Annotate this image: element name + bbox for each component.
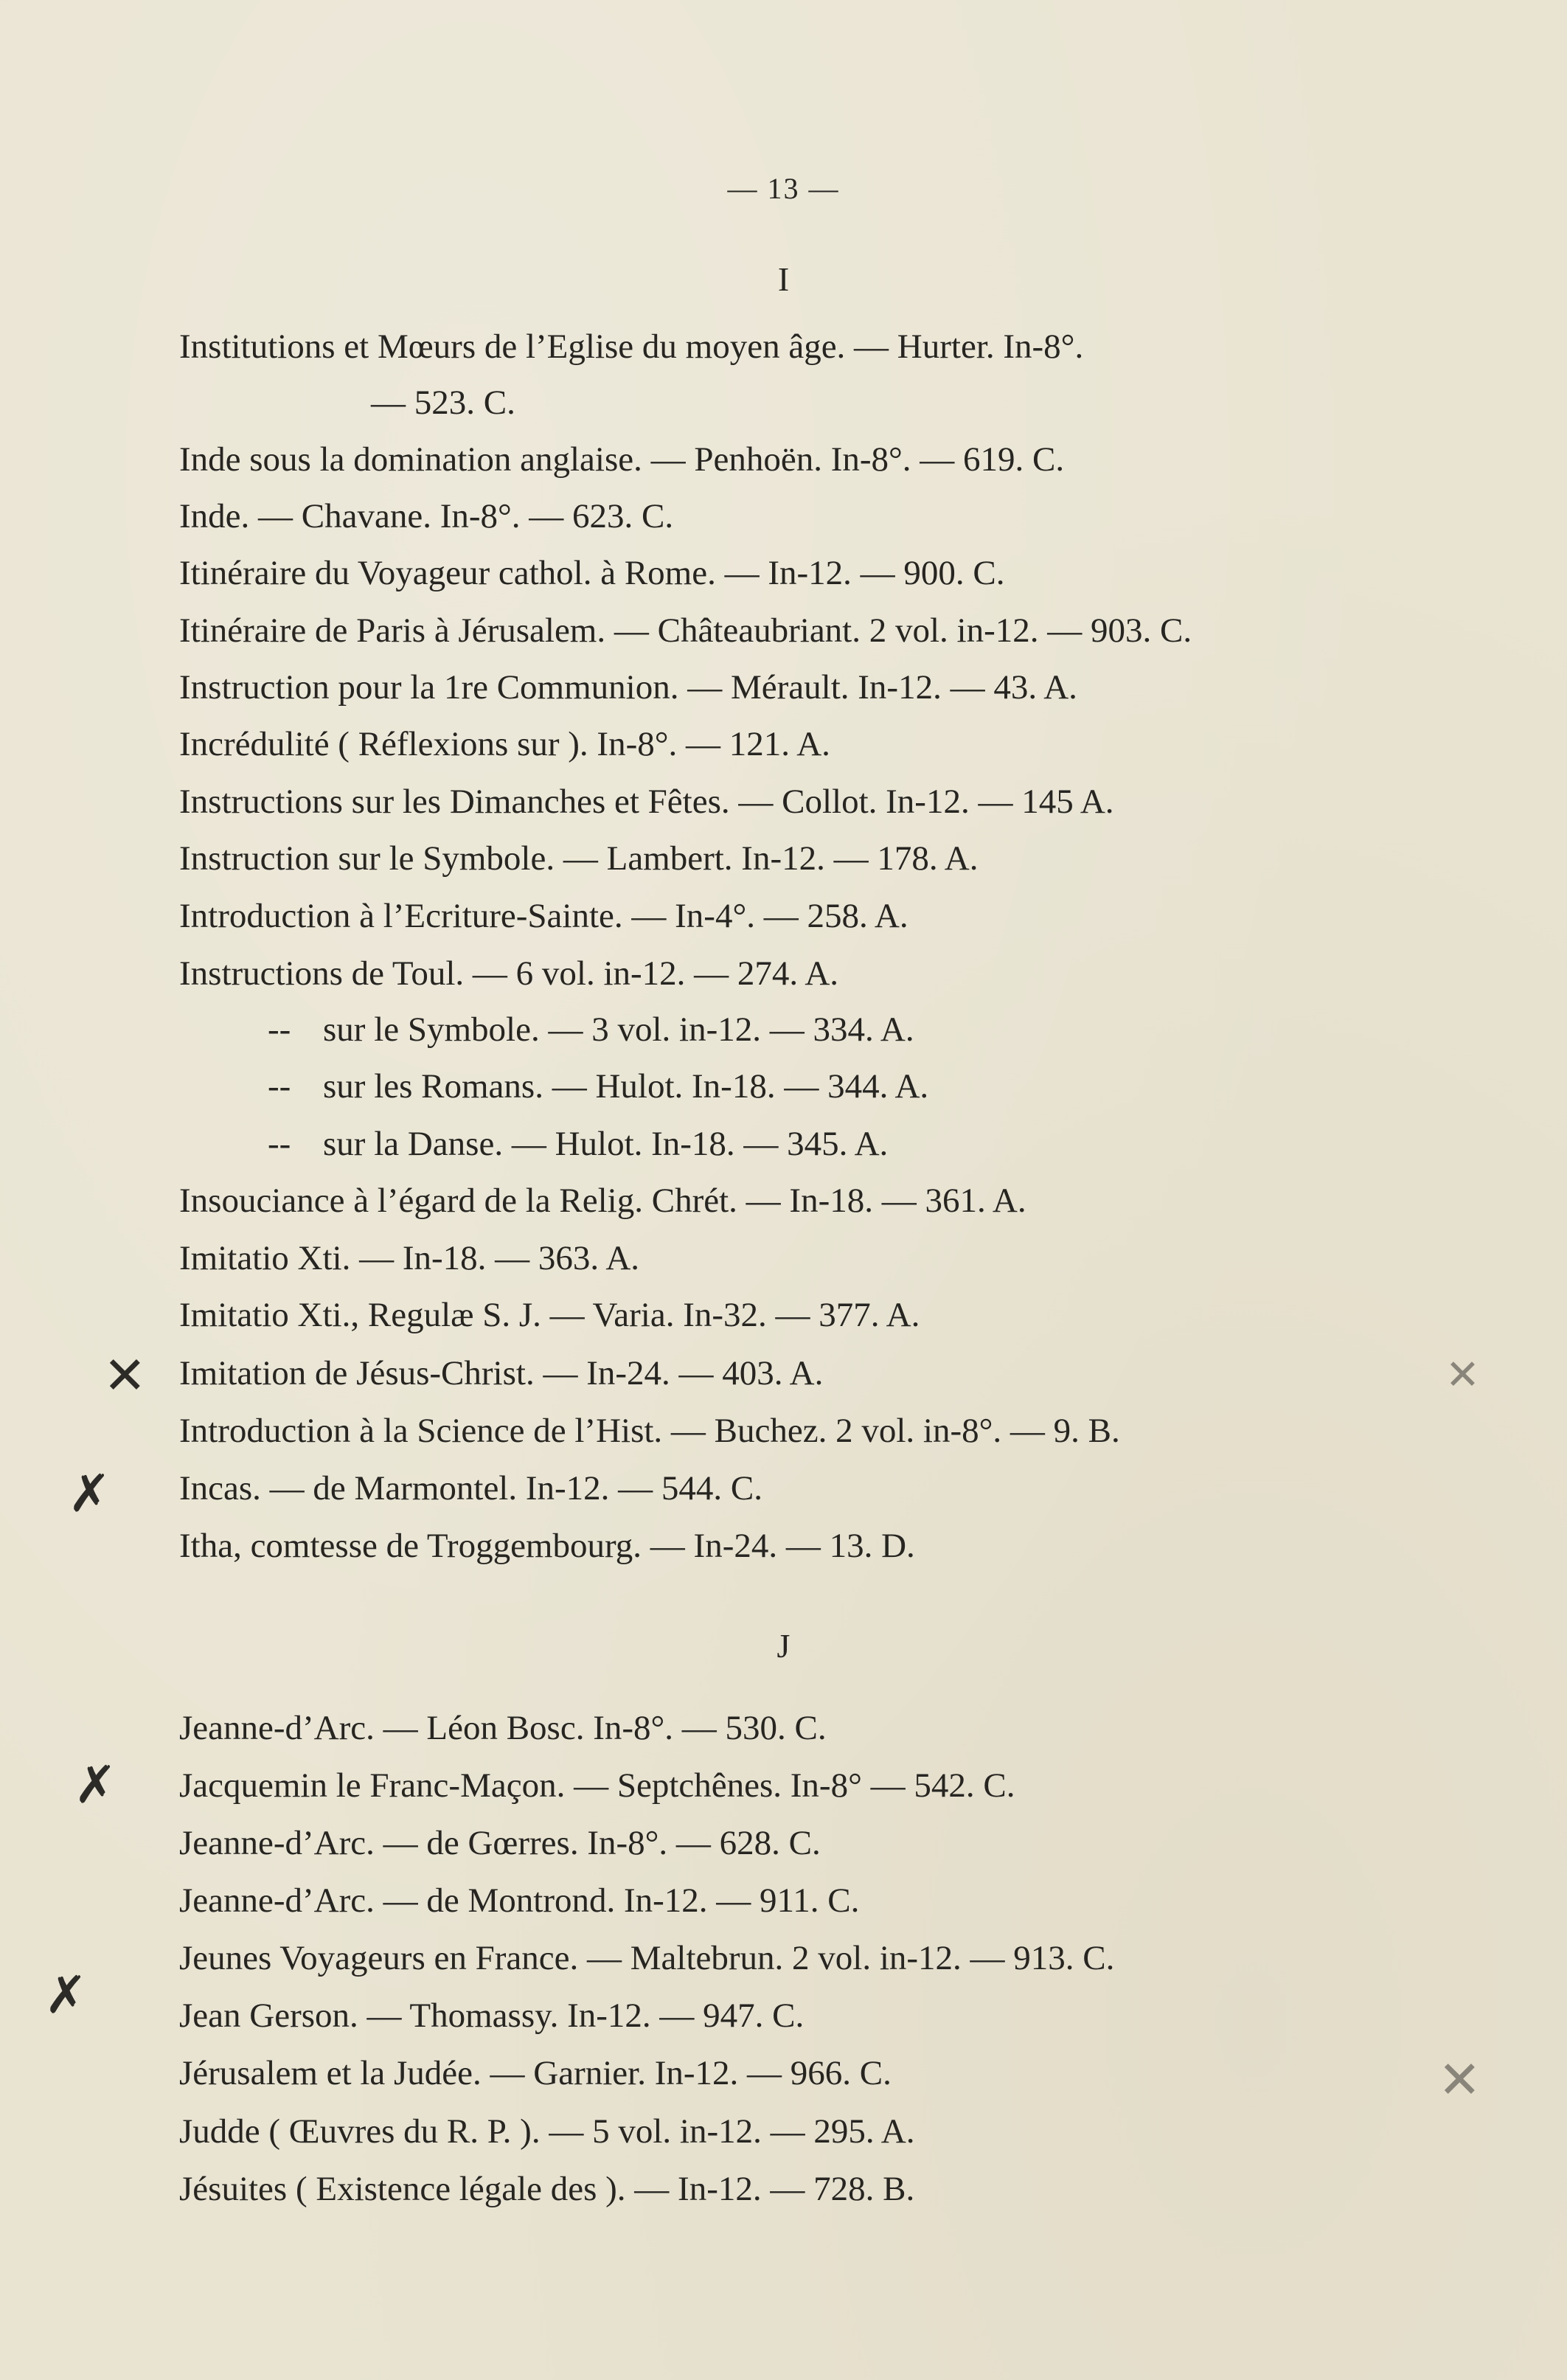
entry-sub-text: sur la Danse. — Hulot. In-18. — 345. A. [323,1125,889,1163]
margin-cross-mark-icon: ✗ [68,1463,111,1524]
entry-sub-text: sur le Symbole. — 3 vol. in-12. — 334. A. [323,1010,914,1049]
entry: Instruction pour la 1re Communion. — Mérault. In-12. — 43. A. [179,668,1077,707]
entry: Itha, comtesse de Troggembourg. — In-24. — 13. D. [179,1527,915,1565]
entry-sub [179,1007,1433,1052]
entry: Inde sous la domination anglaise. — Penhoën. In-8°. — 619. C. [179,440,1065,479]
entry: Jésuites ( Existence légale des ). — In-12. — 728. B. [179,2170,915,2208]
entry: Imitatio Xti. — In-18. — 363. A. [179,1239,640,1277]
entry-sub [179,1064,1433,1109]
entry: Jeanne-d’Arc. — de Montrond. In-12. — 911. C. [179,1881,860,1920]
entry: Introduction à l’Ecriture-Sainte. — In-4°. — 258. A. [179,897,908,935]
entry: Imitatio Xti., Regulæ S. J. — Varia. In-32. — 377. A. [179,1296,920,1334]
entry: Itinéraire du Voyageur cathol. à Rome. — In-12. — 900. C. [179,554,1005,592]
entry-sub-text: sur les Romans. — Hulot. In-18. — 344. A. [323,1067,929,1106]
page-number: — 13 — [727,172,840,205]
entry: Institutions et Mœurs de l’Eglise du moyen âge. — Hurter. In-8°. [179,327,1084,366]
section-heading-j: J [776,1627,791,1665]
entry: Inde. — Chavane. In-8°. — 623. C. [179,497,674,535]
section-heading-i: I [777,260,790,298]
margin-cross-mark-icon: ✗ [44,1965,88,2025]
entry: Introduction à la Science de l’Hist. — Buchez. 2 vol. in-8°. — 9. B. [179,1412,1120,1450]
entry: Jérusalem et la Judée. — Garnier. In-12. — 966. C. [179,2054,892,2092]
entry: Jean Gerson. — Thomassy. In-12. — 947. C. [179,1996,805,2035]
entry: Judde ( Œuvres du R. P. ). — 5 vol. in-12. — 295. A. [179,2112,915,2151]
margin-cross-mark-icon: ✕ [1445,1351,1480,1399]
entry: Instruction sur le Symbole. — Lambert. In-12. — 178. A. [179,839,979,878]
margin-cross-mark-icon: ✗ [74,1755,117,1815]
entry: Jeanne-d’Arc. — de Gœrres. In-8°. — 628. C. [179,1824,821,1862]
ditto-mark: -- [268,1010,291,1049]
entry: Jeunes Voyageurs en France. — Maltebrun. 2 vol. in-12. — 913. C. [179,1939,1115,1977]
entry: Jacquemin le Franc-Maçon. — Septchênes. In-8° — 542. C. [179,1766,1015,1805]
entry: Incrédulité ( Réflexions sur ). In-8°. — 121. A. [179,725,830,763]
ditto-mark: -- [268,1125,291,1163]
margin-cross-mark-icon: ✕ [1438,2050,1481,2110]
ditto-mark: -- [268,1067,291,1106]
margin-cross-mark-icon: ✕ [103,1345,147,1406]
entry: Insouciance à l’égard de la Relig. Chrét. — In-18. — 361. A. [179,1182,1026,1220]
entry: Imitation de Jésus-Christ. — In-24. — 403. A. [179,1354,824,1392]
entry: Itinéraire de Paris à Jérusalem. — Châteaubriant. 2 vol. in-12. — 903. C. [179,611,1192,650]
entry-continuation: — 523. C. [371,384,515,422]
entry: Instructions sur les Dimanches et Fêtes. — Collot. In-12. — 145 A. [179,783,1114,821]
entry: Incas. — de Marmontel. In-12. — 544. C. [179,1469,763,1508]
entry-sub [179,1122,1433,1166]
entry: Instructions de Toul. — 6 vol. in-12. — 274. A. [179,954,839,993]
entry: Jeanne-d’Arc. — Léon Bosc. In-8°. — 530. C. [179,1709,827,1747]
